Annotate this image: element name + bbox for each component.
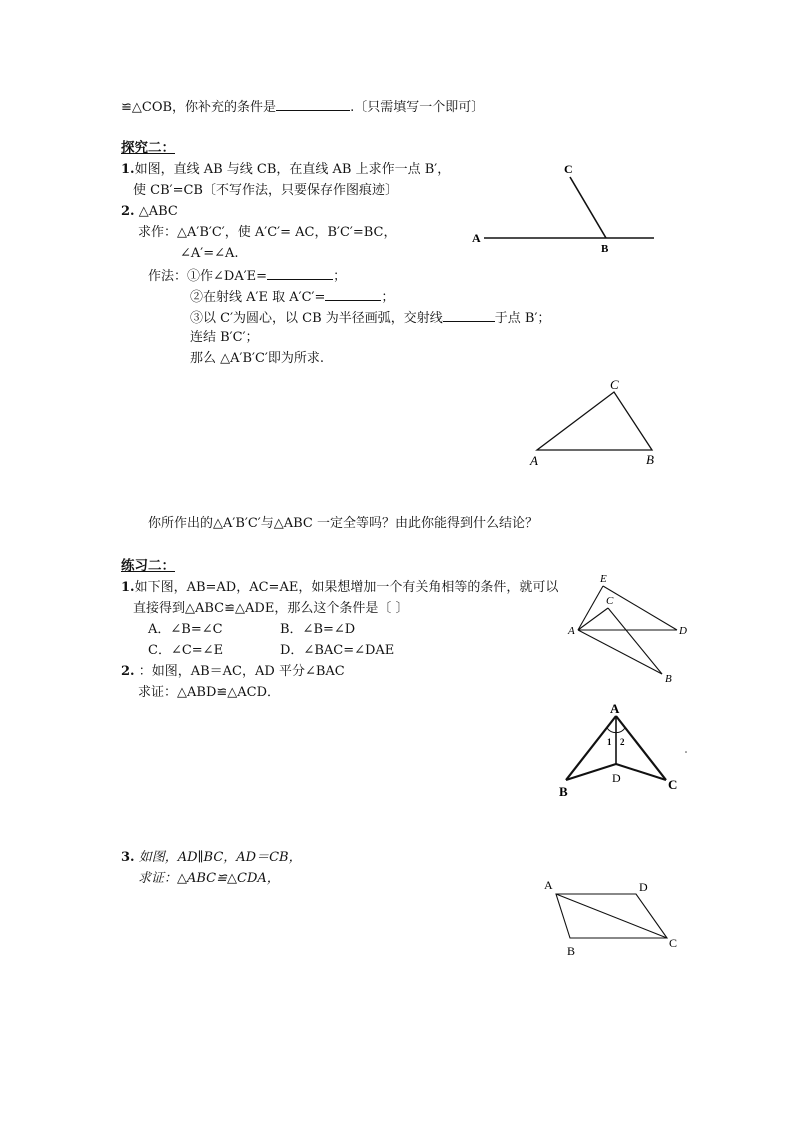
p3-number: 3. bbox=[121, 850, 135, 865]
method-step5: 那么 △A′B′C′即为所求. bbox=[190, 351, 325, 366]
option-a: A．∠B=∠C bbox=[148, 622, 223, 637]
fig5-label-b: B bbox=[567, 944, 576, 958]
p1-text: 如下图，AB=AD，AC=AE，如果想增加一个有关角相等的条件，就可以 bbox=[134, 580, 559, 595]
fig3-label-d: D bbox=[679, 625, 687, 637]
fig4-label-c: C bbox=[668, 777, 678, 792]
fig3-label-e: E bbox=[600, 573, 607, 585]
step2-end: ； bbox=[381, 290, 395, 305]
continued-text-end: .〔只需填写一个即可〕 bbox=[350, 100, 485, 115]
fig4-label-d: D bbox=[612, 771, 621, 785]
p1-number: 1. bbox=[121, 580, 135, 595]
fig5-label-c: C bbox=[669, 936, 678, 950]
section-heading-explore2: 探究二： bbox=[121, 140, 175, 156]
p3-proof-text: 求证：△ABC≌△CDA， bbox=[138, 871, 280, 886]
step2-text: ②在射线 A′E 取 A′C′= bbox=[190, 290, 326, 305]
step1-text: ①作∠DA′E= bbox=[187, 269, 268, 284]
q2-requirement-1: 求作：△A′B′C′，使 A′C′= AC，B′C′=BC， bbox=[138, 225, 397, 240]
section-heading-practice2: 练习二： bbox=[121, 558, 175, 574]
q2-requirement-2: ∠A′=∠A. bbox=[180, 246, 239, 261]
congruence-question: 你所作出的△A′B′C′与△ABC 一定全等吗？由此你能得到什么结论？ bbox=[148, 516, 539, 531]
q2-title: △ABC bbox=[138, 204, 178, 219]
fig2-label-a: A bbox=[530, 453, 538, 468]
p2-line2: 求证：△ABD≌△ACD． bbox=[138, 685, 281, 700]
method-label: 作法： bbox=[148, 269, 188, 284]
continued-text: ≌△COB，你补充的条件是 bbox=[121, 100, 277, 115]
fig1-label-b: B bbox=[601, 243, 609, 255]
fig1-label-c: C bbox=[564, 162, 573, 176]
fig2-label-b: B bbox=[646, 452, 654, 467]
step1-end: ； bbox=[333, 269, 347, 284]
q1-number: 1. bbox=[121, 162, 135, 177]
fig5-label-a: A bbox=[544, 878, 553, 892]
p2-number: 2. bbox=[121, 664, 135, 679]
fig2-label-c: C bbox=[610, 377, 619, 392]
option-d: D．∠BAC=∠DAE bbox=[280, 643, 395, 658]
step3-end: 于点 B′； bbox=[494, 311, 551, 326]
fig4-label-b: B bbox=[559, 784, 568, 799]
q2-number: 2. bbox=[121, 204, 135, 219]
fig3-label-b: B bbox=[665, 673, 672, 685]
p3-text: 如图，AD∥BC，AD＝CB， bbox=[138, 850, 302, 865]
q1-text: 如图，直线 AB 与线 CB，在直线 AB 上求作一点 B′， bbox=[134, 162, 451, 177]
fig4-label-a: A bbox=[610, 701, 620, 716]
p2-text: ：如图，AB＝AC，AD 平分∠BAC bbox=[138, 664, 345, 679]
fig4-angle-1: 1 bbox=[607, 737, 612, 747]
diagonal-ac bbox=[556, 894, 667, 938]
fig3-label-a: A bbox=[568, 625, 575, 637]
option-c: C．∠C=∠E bbox=[148, 643, 224, 658]
step3-text: ③以 C′为圆心，以 CB 为半径画弧，交射线 bbox=[190, 311, 443, 326]
fig4-angle-2: 2 bbox=[620, 737, 625, 747]
fig3-label-c: C bbox=[606, 595, 614, 607]
option-b: B．∠B=∠D bbox=[280, 622, 356, 637]
fig1-label-a: A bbox=[472, 231, 481, 245]
method-step4: 连结 B′C′； bbox=[190, 330, 259, 345]
q1-line2: 使 CB′=CB〔不写作法，只要保存作图痕迹〕 bbox=[133, 183, 398, 198]
p1-line2: 直接得到△ABC≌△ADE，那么这个条件是〔 〕 bbox=[133, 601, 409, 616]
fig5-label-d: D bbox=[639, 880, 648, 894]
